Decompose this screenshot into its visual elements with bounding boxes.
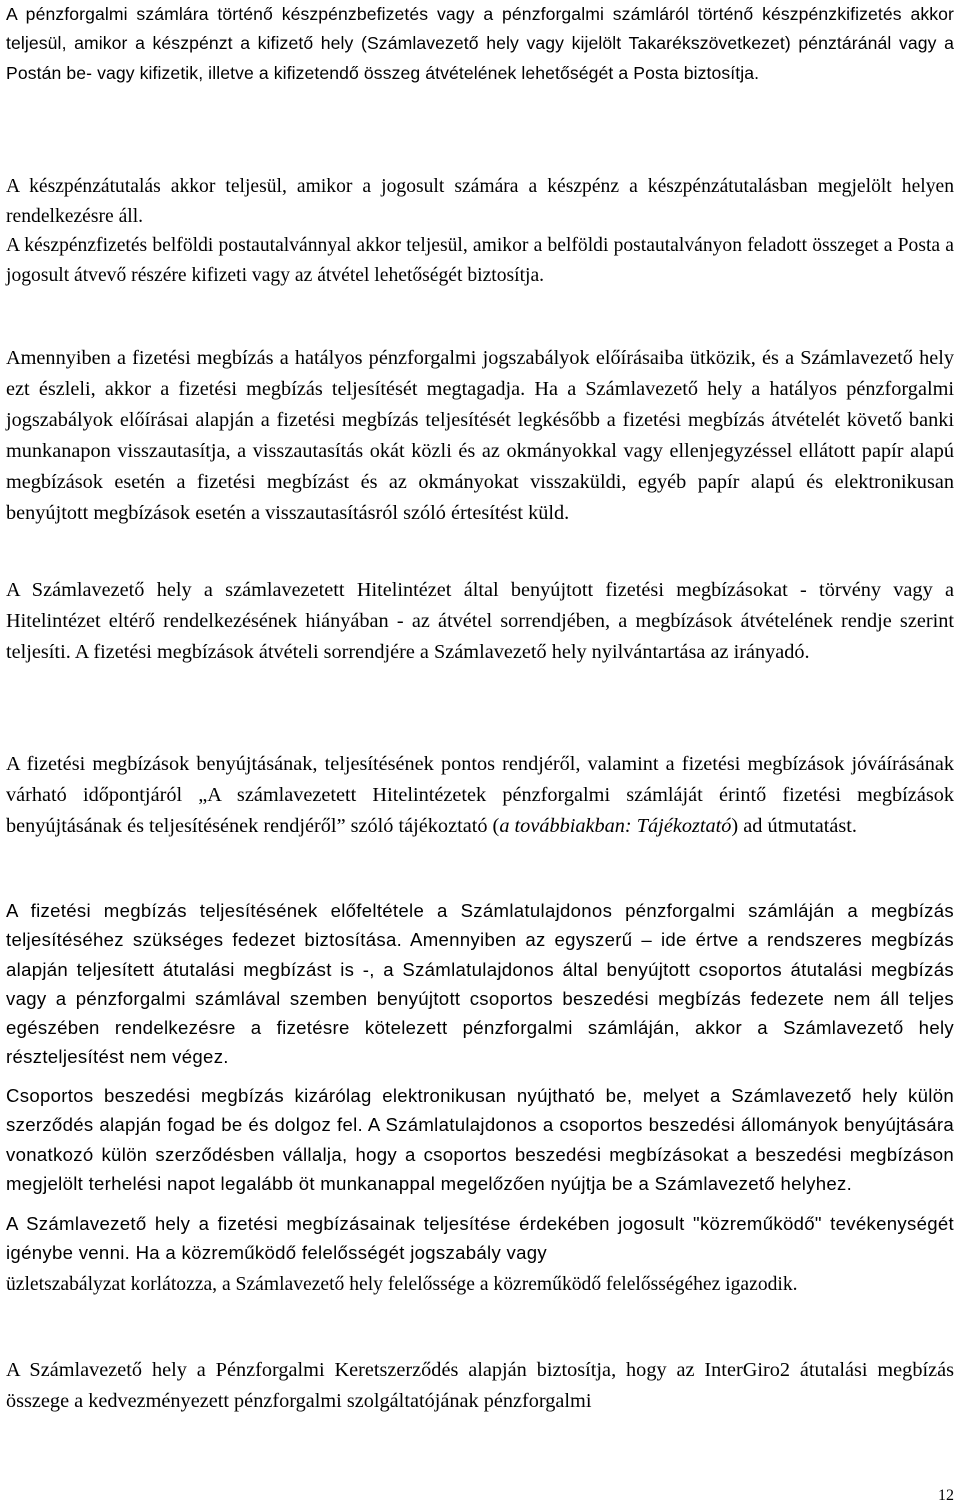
- paragraph-cash-transfer: A készpénzátutalás akkor teljesül, amikor a jogosult számára a készpénz a készpénzátutalásban megjelölt helyen rendelkezésre áll.: [6, 176, 954, 227]
- paragraph-cash-payment: A pénzforgalmi számlára történő készpénzbefizetés vagy a pénzforgalmi számláról történő készpénzkifizetés akkor teljesül, amikor a készpénzt a kifizető hely (Számlavezető hely vagy kijelölt Takarékszövetkezet) pénztáránál vagy a Postán be- vagy kifizetik, illetve a kifizetendő összeg átvételének lehetőségét a Posta biztosítja.: [6, 4, 954, 83]
- page-number: 12: [938, 1487, 954, 1504]
- paragraph-intermediary: [6, 1209, 954, 1299]
- paragraph-coverage: A fizetési megbízás teljesítésének előfeltétele a Számlatulajdonos pénzforgalmi számláján a megbízás teljesítéséhez szükséges fedezet biztosítása. Amennyiben az egyszerű – ide értve a rendszeres megbízás alapján teljesített átutalási megbízást is -, a Számlatulajdonos által benyújtott csoportos átutalási megbízás vagy a pénzforgalmi számlával szemben benyújtott csoportos beszedési megbízás fedezete nem áll teljes egészében rendelkezésre a fizetésre kötelezett pénzforgalmi számláján, akkor a Számlavezető hely részteljesítést nem végez.: [6, 900, 954, 1068]
- paragraph-intergiro: A Számlavezető hely a Pénzforgalmi Keretszerződés alapján biztosítja, hogy az InterGiro2 átutalási megbízás összege a kedvezményezett pénzforgalmi szolgáltatójának pénzforgalmi: [6, 1359, 954, 1412]
- paragraph-postal-order: A készpénzfizetés belföldi postautalvánnyal akkor teljesül, amikor a belföldi postautalványon feladott összeget a Posta a jogosult átvevő részére kifizeti vagy az átvétel lehetőségét biztosítja.: [6, 235, 954, 286]
- paragraph-direct-debit: Csoportos beszedési megbízás kizárólag elektronikusan nyújtható be, melyet a Számlavezető hely külön szerződés alapján fogad be és dolgoz fel. A Számlatulajdonos a csoportos beszedési állományok benyújtására vonatkozó külön szerződésben vállalja, hogy a csoportos beszedési megbízásokat a beszedési megbízáson megjelölt terhelési napot legalább öt munkanappal megelőzően nyújtja be a Számlavezető helyhez.: [6, 1085, 954, 1194]
- paragraph-information-text-1: A fizetési megbízások benyújtásának, teljesítésének pontos rendjéről, valamint a fizetési megbízások jóváírásának várható időpontjáról „A számlavezetett Hitelintézetek pénzforgalmi számláját érintő fizetési megbízások benyújtásának és teljesítésének rendjéről” szóló tájékoztató (: [6, 753, 954, 837]
- paragraph-refusal: Amennyiben a fizetési megbízás a hatályos pénzforgalmi jogszabályok előírásaiba ütközik, és a Számlavezető hely ezt észleli, akkor a fizetési megbízás teljesítését megtagadja. Ha a Számlavezető hely a hatályos pénzforgalmi jogszabályok előírásai alapján a fizetési megbízás teljesítését legkésőbb a fizetési megbízás átvételét követő banki munkanapon visszautasítja, a visszautasítás okát közli és az okmányokkal vagy ellenjegyzéssel ellátott papír alapú megbízások esetén a fizetési megbízást és az okmányokat visszaküldi, egyéb papír alapú és elektronikusan benyújtott megbízások esetén a visszautasításról szóló értesítést küld.: [6, 347, 954, 524]
- paragraph-intermediary-part-1: A Számlavezető hely a fizetési megbízásainak teljesítése érdekében jogosult "közreműködő" tevékenységét igénybe venni. Ha a közreműködő felelősségét jogszabály vagy: [6, 1213, 954, 1264]
- paragraph-information-text-2: ) ad útmutatást.: [731, 815, 858, 837]
- paragraph-information-italic: a továbbiakban: Tájékoztató: [499, 815, 732, 837]
- paragraph-execution-order: A Számlavezető hely a számlavezetett Hitelintézet által benyújtott fizetési megbízásokat - törvény vagy a Hitelintézet eltérő rendelkezésének hiányában - az átvétel sorrendjében, a megbízások átvételének rendje szerint teljesíti. A fizetési megbízások átvételi sorrendjére a Számlavezető hely nyilvántartása az irányadó.: [6, 579, 954, 663]
- paragraph-information-notice: [6, 749, 954, 842]
- paragraph-intermediary-part-2: üzletszabályzat korlátozza, a Számlavezető hely felelőssége a közreműködő felelősségéhez igazodik.: [6, 1273, 798, 1295]
